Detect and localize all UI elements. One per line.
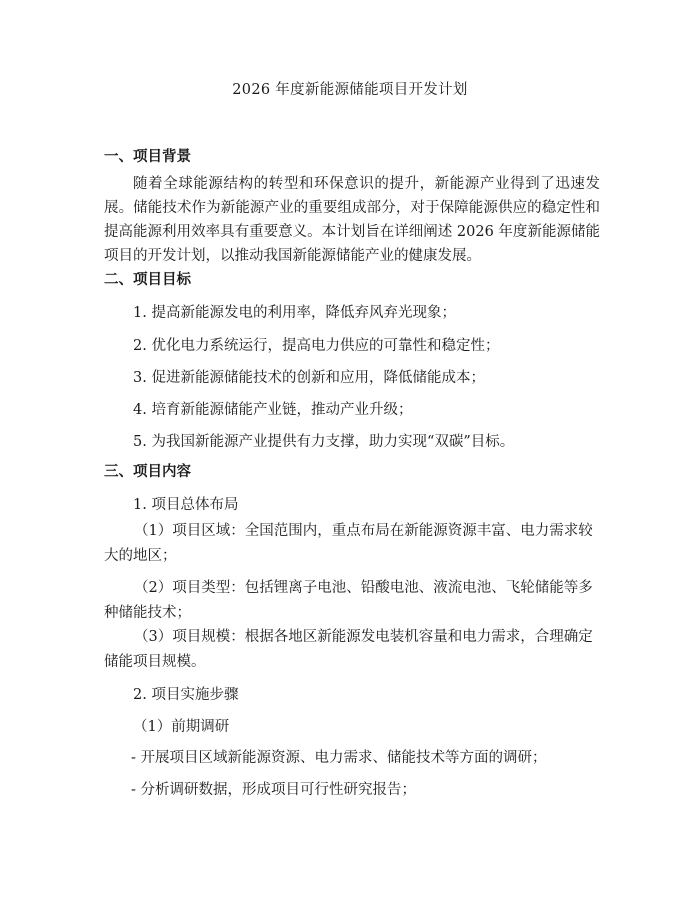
content-subheading-layout: 1. 项目总体布局 — [133, 497, 239, 513]
step-preliminary-research: （1）前期调研 — [133, 719, 230, 735]
layout-item-type: （2）项目类型：包括锂离子电池、铅酸电池、液流电池、飞轮储能等多种储能技术； — [104, 580, 593, 621]
layout-item-region: （1）项目区域：全国范围内，重点布局在新能源资源丰富、电力需求较大的地区； — [104, 523, 593, 564]
goal-item-2: 2. 优化电力系统运行，提高电力供应的可靠性和稳定性； — [133, 338, 500, 354]
section-heading-goals: 二、项目目标 — [104, 272, 191, 288]
document-title: 2026 年度新能源储能项目开发计划 — [232, 82, 468, 98]
section-heading-content: 三、项目内容 — [104, 464, 191, 480]
layout-item-scale: （3）项目规模：根据各地区新能源发电装机容量和电力需求，合理确定储能项目规模。 — [104, 629, 593, 670]
goal-item-3: 3. 促进新能源储能技术的创新和应用，降低储能成本； — [133, 370, 485, 386]
content-subheading-steps: 2. 项目实施步骤 — [133, 687, 239, 703]
goal-item-5: 5. 为我国新能源产业提供有力支撑，助力实现“双碳”目标。 — [133, 434, 515, 450]
goal-item-1: 1. 提高新能源发电的利用率，降低弃风弃光现象； — [133, 305, 456, 321]
background-paragraph: 随着全球能源结构的转型和环保意识的提升，新能源产业得到了迅速发展。储能技术作为新能源产业的重要组成部分，对于保障能源供应的稳定性和提高能源利用效率具有重要意义。本计划旨在详细阐述 2026 年度新能源储能项目的开发计划，以推动我国新能源储能产业的健康发展。 — [104, 176, 600, 264]
step-bullet-2: - 分析调研数据，形成项目可行性研究报告； — [131, 782, 417, 798]
goal-item-4: 4. 培育新能源储能产业链，推动产业升级； — [133, 402, 413, 418]
section-heading-background: 一、项目背景 — [104, 149, 191, 165]
step-bullet-1: - 开展项目区域新能源资源、电力需求、储能技术等方面的调研； — [131, 750, 547, 766]
